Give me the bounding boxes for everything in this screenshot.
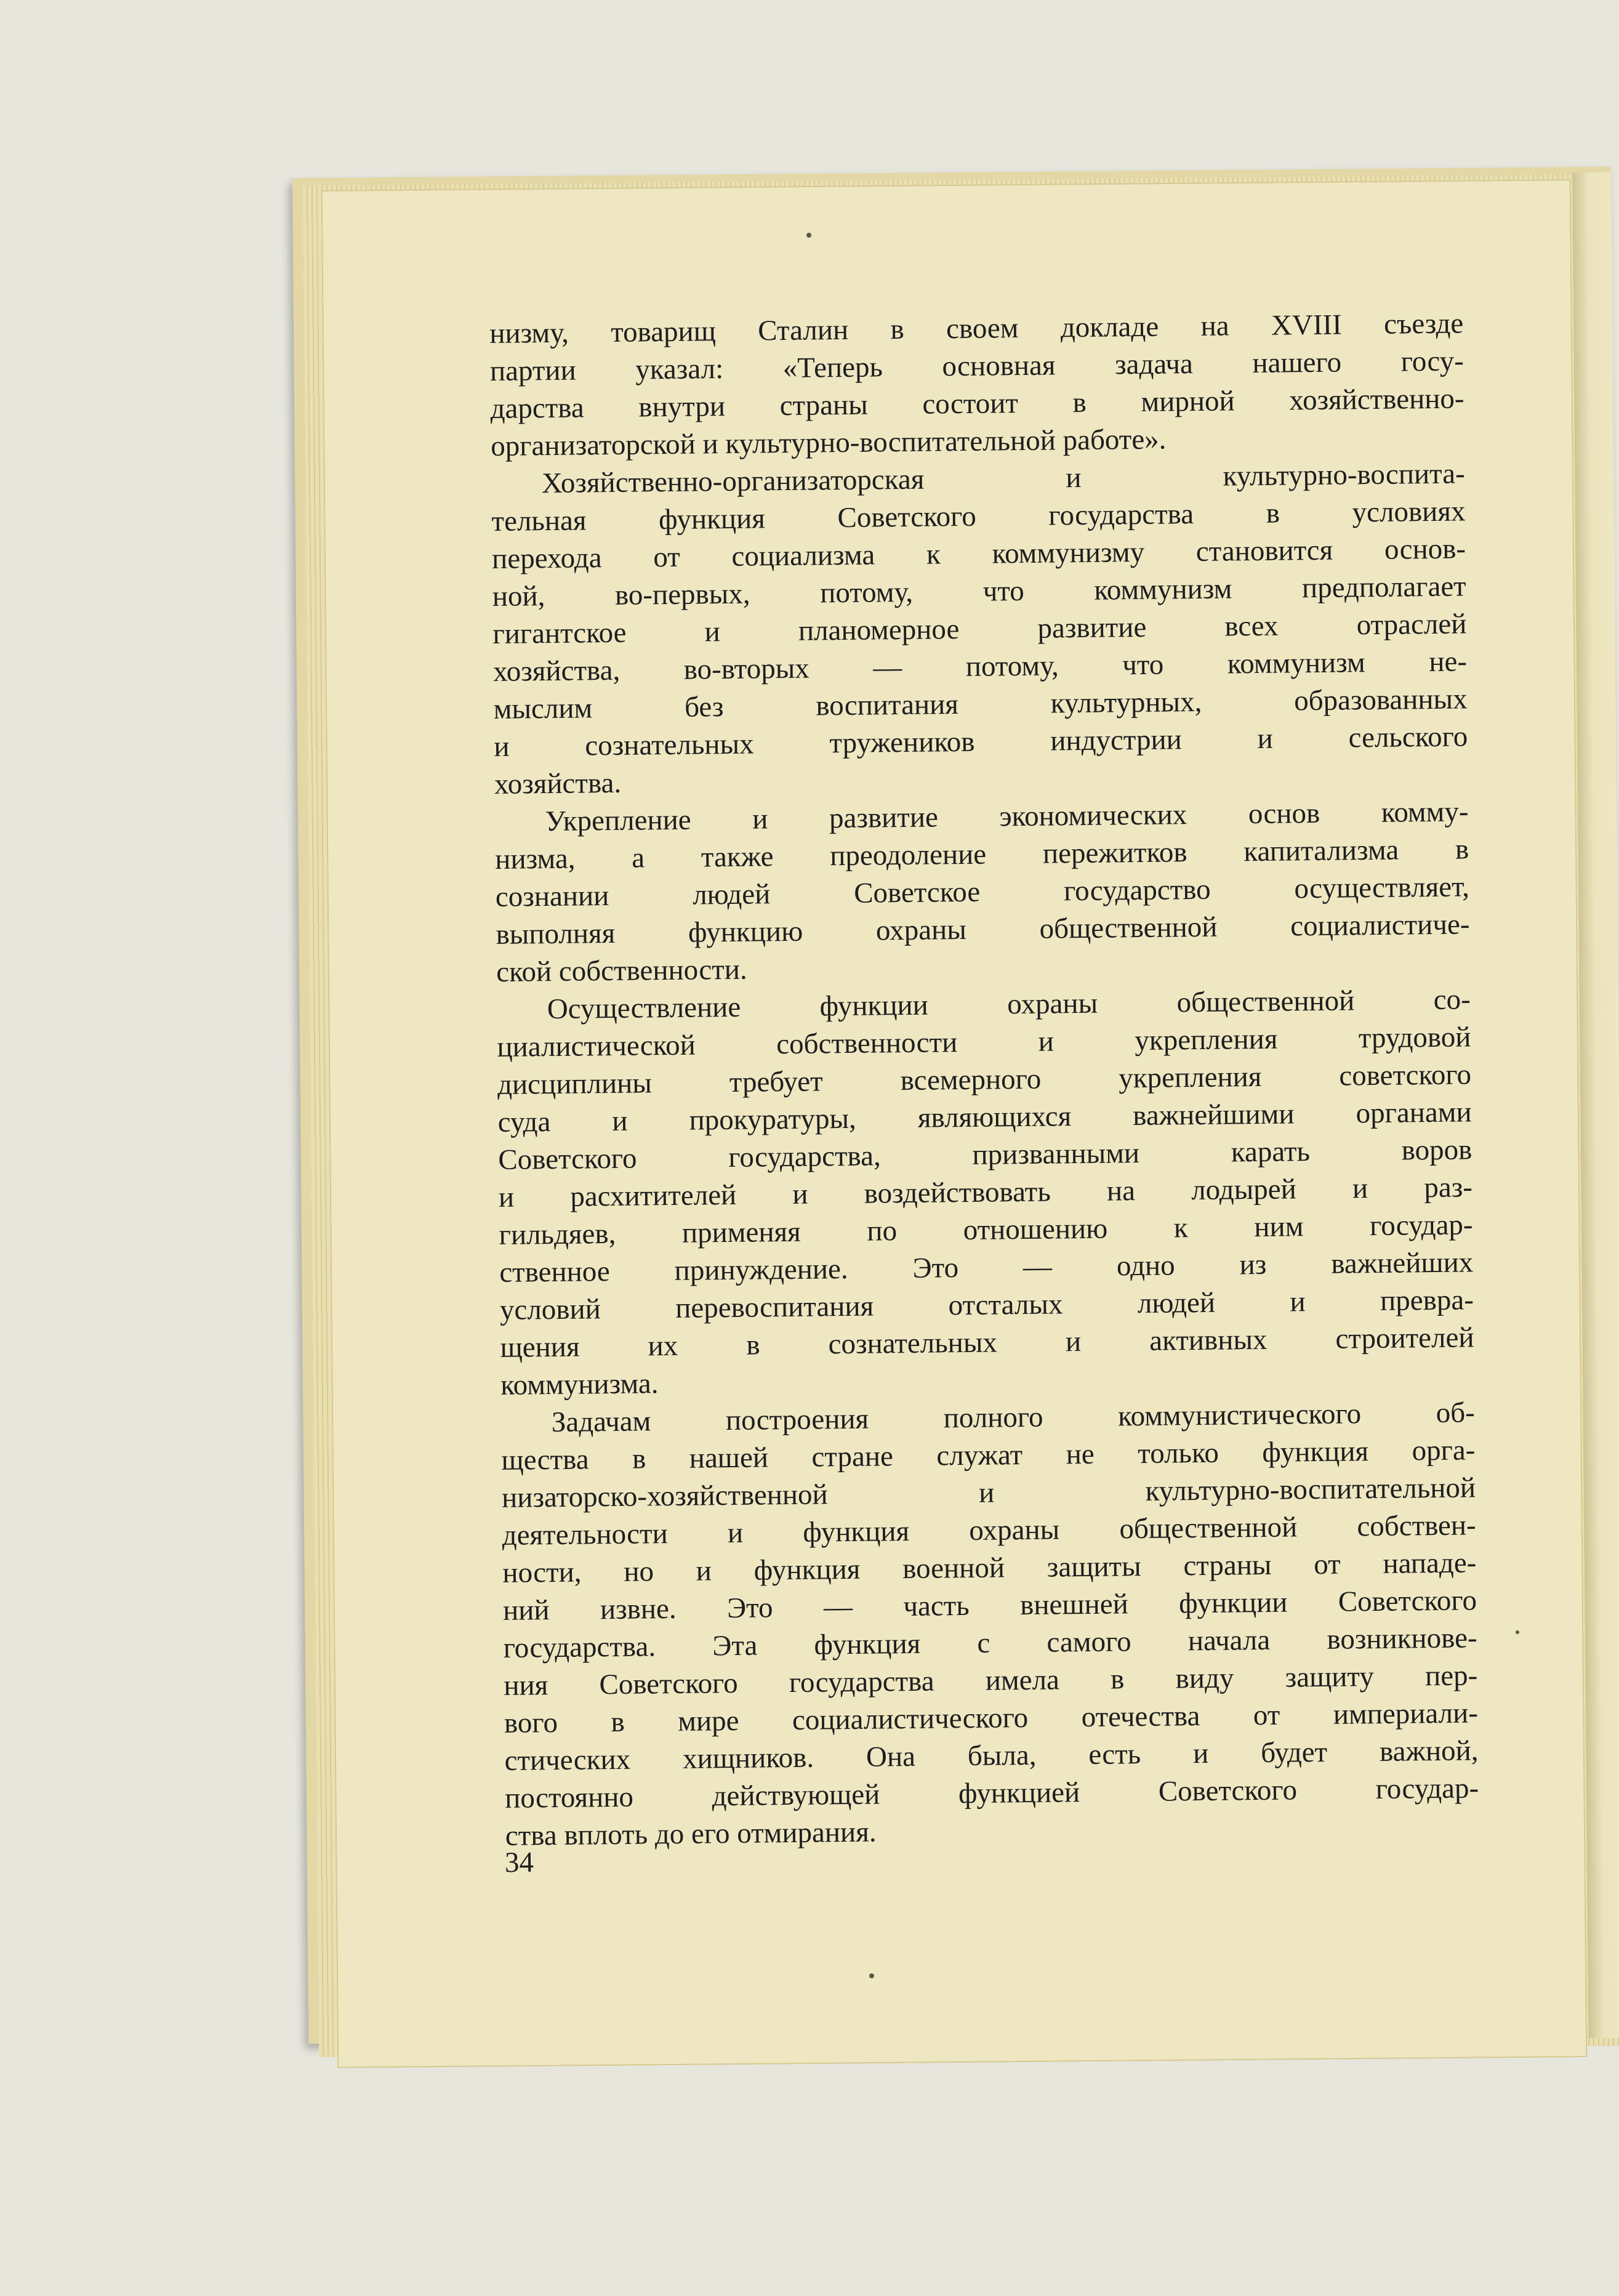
text-line: стических хищников. Она была, есть и будет важной, xyxy=(504,1734,1479,1777)
text-line: ний извне. Это — часть внешней функции Советского xyxy=(502,1584,1477,1627)
text-line: партии указал: «Теперь основная задача нашего госу- xyxy=(489,345,1464,387)
text-line: организаторской и культурно-воспитательной работе». xyxy=(490,423,1167,462)
paper-speck xyxy=(869,1973,874,1978)
text-line: ственное принуждение. Это — одно из важнейших xyxy=(499,1246,1474,1289)
text-line: перехода от социализма к коммунизму становится основ- xyxy=(491,533,1466,575)
text-line: Укрепление и развитие экономических основ комму- xyxy=(545,796,1469,838)
text-line: ния Советского государства имела в виду защиту пер- xyxy=(504,1659,1478,1702)
text-line: ства вплоть до его отмирания. xyxy=(505,1816,877,1852)
text-line: ной, во-первых, потому, что коммунизм предполагает xyxy=(492,570,1466,613)
text-line: циалистической собственности и укрепления трудовой xyxy=(497,1021,1471,1063)
text-line: ности, но и функция военной защиты страны от нападе- xyxy=(502,1547,1477,1589)
text-line: низма, а также преодоление пережитков капитализма в xyxy=(494,833,1469,876)
text-line: ской собственности. xyxy=(496,953,747,988)
paragraph xyxy=(491,455,1469,804)
text-line: Осуществление функции охраны общественной со- xyxy=(547,983,1471,1026)
paper-speck xyxy=(1516,1630,1519,1634)
text-line: щества в нашей стране служат не только функция орга- xyxy=(501,1434,1476,1476)
paragraph xyxy=(489,305,1464,465)
text-line: вого в мире социалистического отечества от империали- xyxy=(504,1697,1479,1739)
text-line: коммунизма. xyxy=(500,1368,659,1401)
text-line: хозяйства, во-вторых — потому, что коммунизм не- xyxy=(492,645,1468,688)
text-line: мыслим без воспитания культурных, образованных xyxy=(493,683,1468,725)
text-line: условий перевоспитания отсталых людей и превра- xyxy=(499,1284,1474,1326)
paragraph xyxy=(501,1394,1480,1855)
text-line: выполняя функцию охраны общественной социалистиче- xyxy=(496,908,1470,951)
page-number: 34 xyxy=(504,1846,534,1879)
text-line: сознании людей Советское государство осуществляет, xyxy=(495,871,1470,913)
text-line: щения их в сознательных и активных строителей xyxy=(500,1321,1474,1364)
text-line: постоянно действующей функцией Советского государ- xyxy=(504,1772,1479,1815)
text-line: гильдяев, применяя по отношению к ним государ- xyxy=(499,1209,1473,1251)
text-line: тельная функция Советского государства в условиях xyxy=(491,495,1466,538)
text-line: деятельности и функция охраны общественной собствен- xyxy=(502,1509,1476,1552)
paragraph xyxy=(494,793,1470,991)
paper-speck xyxy=(806,233,811,238)
text-line: дарства внутри страны состоит в мирной хозяйственно- xyxy=(490,382,1464,425)
text-line: суда и прокуратуры, являющихся важнейшими органами xyxy=(497,1096,1472,1138)
text-line: Хозяйственно-организаторская и культурно-воспита- xyxy=(541,457,1466,500)
text-line: и сознательных тружеников индустрии и сельского xyxy=(494,720,1468,763)
text-line: низму, товарищ Сталин в своем докладе на XVIII съезде xyxy=(489,307,1464,350)
text-line: хозяйства. xyxy=(494,767,622,800)
text-line: низаторско-хозяйственной и культурно-воспитательной xyxy=(501,1472,1476,1514)
paragraph xyxy=(496,981,1474,1404)
text-line: государства. Эта функция с самого начала возникнове- xyxy=(503,1622,1477,1664)
text-line: и расхитителей и воздействовать на лодырей и раз- xyxy=(498,1171,1473,1214)
text-line: дисциплины требует всемерного укрепления советского xyxy=(497,1058,1472,1101)
body-text xyxy=(489,305,1479,1855)
text-line: гигантское и планомерное развитие всех отраслей xyxy=(492,608,1467,650)
text-line: Советского государства, призванными карать воров xyxy=(498,1134,1472,1176)
text-line: Задачам построения полного коммунистического об- xyxy=(551,1396,1476,1439)
